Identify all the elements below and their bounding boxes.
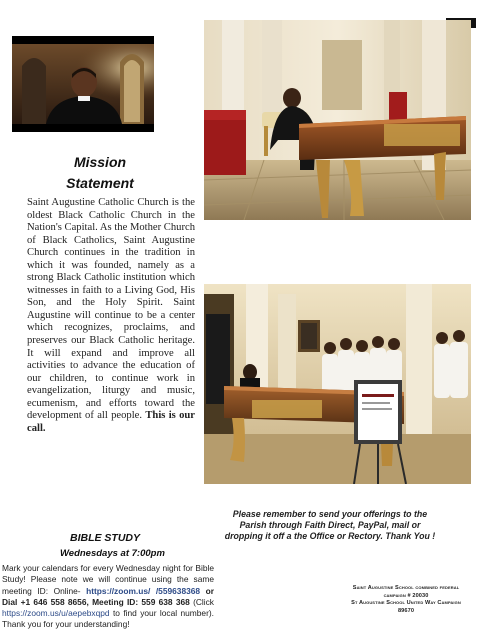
campaign-info <box>318 585 494 615</box>
bible-study-time: Wednesdays at 7:00pm <box>60 548 165 559</box>
bible-study-closing: to find your local number). Thank you for your understanding! <box>2 608 214 630</box>
priest-photo <box>12 36 154 132</box>
pianist-photo-image <box>204 20 471 220</box>
priest-photo-image <box>12 36 154 132</box>
offerings-reminder: Please remember to send your offerings to the Parish through Faith Direct, PayPal, mail or dropping it off a the Office or Rectory. Thank You ! <box>224 509 436 541</box>
mission-body-text: Saint Augustine Catholic Church is the oldest Black Catholic Church in the Nation's Capital. As the Mother Church of Black Catholics, Saint Augustine Church continues in the tradition in which it was founded, namely as a strong Black Catholic institution which witnesses in faith to a Living God, His Son, and the Holy Spirit. Saint Augustine will continue to be a center which recognizes, proclaims, and preserves our Black Catholic heritage. It will expand and improve all activities to advance the education of our children, to continue work in evangelization, liturgy and music, ecumenism, and efforts toward the development of all people. <box>27 197 195 422</box>
mission-heading-line2: Statement <box>66 175 134 191</box>
mission-statement-text <box>27 197 195 435</box>
bible-study-intro: Mark your calendars for every Wednesday night for Bible Study! Please note we will continue using the same meeting ID: Online- <box>2 563 214 596</box>
bible-study-heading: BIBLE STUDY <box>70 532 141 544</box>
zoom-local-number-link[interactable]: https://zoom.us/u/aepebxqpd <box>2 608 110 619</box>
mission-heading <box>40 152 160 194</box>
mission-closing: This is our call. <box>27 410 196 434</box>
campaign-line-1: Saint Augustine School combined federal <box>352 585 460 591</box>
choir-photo-image <box>204 284 471 484</box>
campaign-line-2: campaign # 20030 <box>383 592 429 599</box>
pianist-photo <box>204 20 471 220</box>
click-text: (Click <box>189 596 214 607</box>
campaign-line-4: 89670 <box>397 607 415 614</box>
campaign-line-3: St Augustine School United Way Campaign <box>351 600 461 607</box>
dial-in-info: or Dial +1 646 558 8656, Meeting ID: 559 638 368 <box>2 585 215 607</box>
choir-photo <box>204 284 471 484</box>
zoom-meeting-link[interactable]: https://zoom.us/ /559638368 <box>86 585 201 596</box>
bible-study-text <box>2 563 214 631</box>
mission-heading-line1: Mission <box>73 154 127 170</box>
